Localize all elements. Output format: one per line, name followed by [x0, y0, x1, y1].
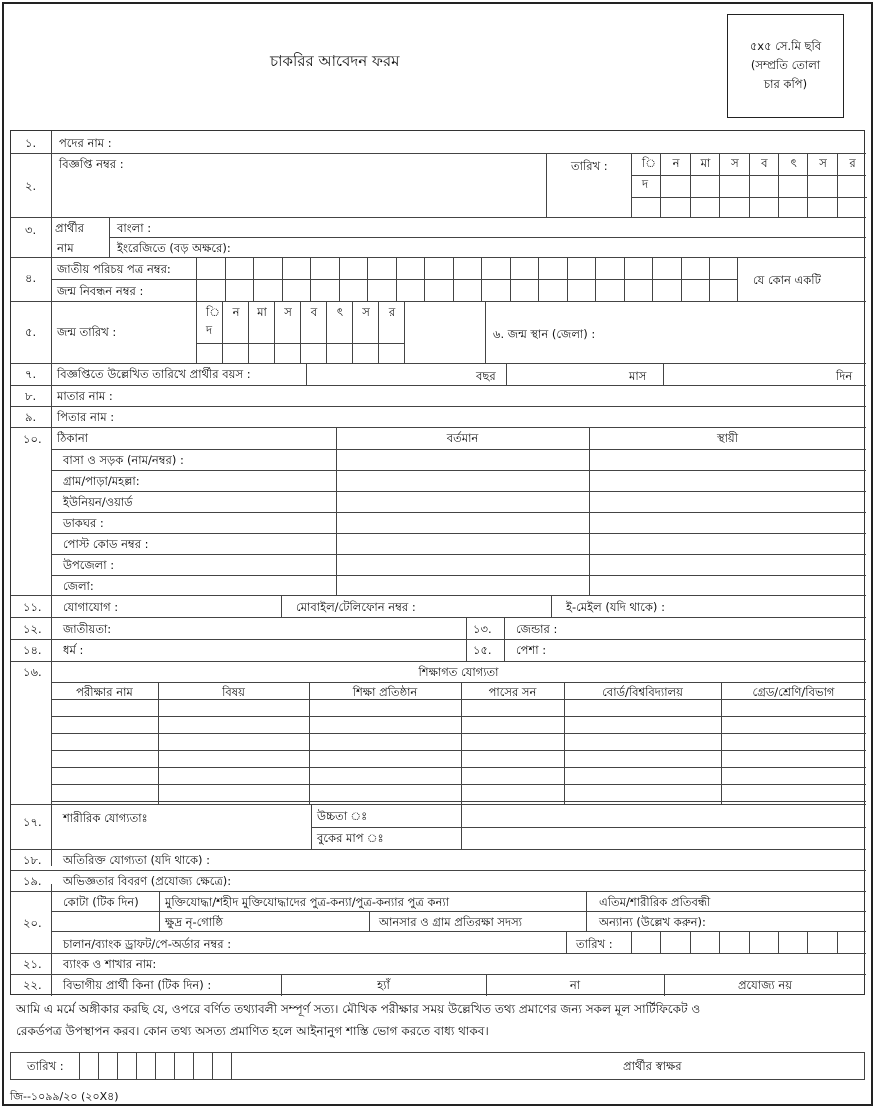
date-letter: স — [362, 305, 370, 319]
row-number: ৯. — [25, 410, 37, 424]
date-box[interactable] — [248, 301, 275, 363]
challan-date-box[interactable] — [631, 931, 632, 953]
edu-row-line — [51, 716, 866, 717]
signature-date-box[interactable] — [136, 1053, 137, 1079]
signature-label[interactable]: প্রার্থীর স্বাক্ষর — [623, 1059, 682, 1073]
date-box[interactable] — [719, 153, 749, 217]
address-row-line — [51, 512, 866, 513]
signature-date-box[interactable] — [174, 1053, 175, 1079]
chest-label[interactable]: বুকের মাপ ঃ — [317, 831, 384, 845]
row-number: ২১. — [23, 957, 42, 971]
address-row-label[interactable]: বাসা ও সড়ক (নাম/নম্বর) : — [63, 453, 184, 467]
height-label[interactable]: উচ্চতা ঃ — [317, 809, 368, 823]
quota-freedom-fighter[interactable]: মুক্তিযোদ্ধা/শহীদ মুক্তিযোদ্ধাদের পুত্র-কন্যা/পুত্র-কন্যার পুত্র কন্যা — [165, 895, 450, 909]
nid-digit-box[interactable] — [310, 257, 311, 301]
nid-digit-box[interactable] — [367, 257, 368, 301]
birth-reg-label[interactable]: জন্ম নিবন্ধন নম্বর : — [57, 284, 144, 298]
row-number: ১৬. — [23, 665, 42, 679]
date-box[interactable] — [749, 153, 779, 217]
nid-digit-box[interactable] — [196, 257, 197, 301]
edu-row-line — [51, 733, 866, 734]
applicant-label: প্রার্থীর — [55, 221, 84, 235]
address-row-line — [51, 554, 866, 555]
row-number: ২২. — [23, 978, 42, 992]
photo-box-line1: ৫x৫ সে.মি ছবি — [749, 39, 822, 53]
religion-label[interactable]: ধর্ম : — [63, 643, 84, 657]
physical-label: শারীরিক যোগ্যতাঃ — [63, 811, 148, 825]
row-number: ১৭. — [23, 815, 42, 829]
edu-row-line — [51, 801, 866, 802]
edu-col-line — [309, 682, 310, 804]
birth-date-label: জন্ম তারিখ : — [57, 325, 117, 339]
post-name-label[interactable]: পদের নাম : — [59, 136, 112, 150]
edu-row-line — [51, 767, 866, 768]
edu-col-line — [158, 682, 159, 804]
bank-branch-label[interactable]: ব্যাংক ও শাখার নাম: — [63, 957, 157, 971]
edu-col-line — [564, 682, 565, 804]
challan-date-box[interactable] — [837, 931, 838, 953]
edu-col-line — [461, 682, 462, 804]
date-letter: ি — [642, 156, 657, 170]
permanent-address-header: স্থায়ী — [716, 431, 738, 445]
circular-number-label[interactable]: বিজ্ঞপ্তি নম্বর : — [59, 157, 124, 171]
date-box[interactable] — [352, 301, 379, 363]
address-row-line — [51, 449, 866, 450]
address-row-line — [51, 533, 866, 534]
date-letter: ন — [232, 305, 240, 319]
date-letter: র — [388, 305, 396, 319]
date-box[interactable] — [326, 301, 353, 363]
nid-digit-box[interactable] — [567, 257, 568, 301]
challan-label[interactable]: চালান/ব্যাংক ড্রাফট/পে-অর্ডার নম্বর : — [63, 937, 232, 951]
date-letter: স — [819, 156, 827, 170]
row-number: ২. — [25, 179, 37, 193]
date-letter: মা — [257, 305, 267, 319]
age-month-label: মাস — [629, 369, 647, 383]
application-form-table — [10, 130, 865, 995]
address-row-line — [51, 470, 866, 471]
row-number: ৪. — [25, 271, 37, 285]
age-year-label: বছর — [476, 369, 496, 383]
address-row-label[interactable]: জেলা: — [63, 579, 94, 593]
option-not-applicable[interactable]: প্রযোজ্য নয় — [737, 978, 793, 992]
declaration-text — [16, 998, 861, 1042]
mother-name-label[interactable]: মাতার নাম : — [57, 389, 113, 403]
nid-digit-box[interactable] — [538, 257, 539, 301]
challan-date-box[interactable] — [690, 931, 691, 953]
date-box[interactable] — [690, 153, 720, 217]
address-row-line — [51, 575, 866, 576]
date-letter: স — [731, 156, 739, 170]
nid-digit-box[interactable] — [253, 257, 254, 301]
challan-date-box[interactable] — [719, 931, 720, 953]
date-box[interactable] — [660, 153, 690, 217]
signature-row — [10, 1052, 865, 1080]
row-number: ১৩. — [473, 622, 492, 636]
challan-date-label: তারিখ : — [576, 937, 613, 951]
challan-date-box[interactable] — [749, 931, 750, 953]
nid-digit-box[interactable] — [681, 257, 682, 301]
any-one-note: যে কোন একটি — [753, 273, 821, 287]
birth-place-label[interactable]: ৬. জন্ম স্থান (জেলা) : — [493, 327, 596, 341]
option-no[interactable]: না — [569, 978, 581, 992]
date-box[interactable] — [222, 301, 249, 363]
date-letter: ব — [310, 305, 318, 319]
challan-date-box[interactable] — [778, 931, 779, 953]
nid-digit-box[interactable] — [510, 257, 511, 301]
date-box[interactable] — [196, 301, 223, 363]
address-row-label[interactable]: উপজেলা : — [63, 558, 115, 572]
gender-label[interactable]: জেন্ডার : — [516, 622, 558, 636]
name-label: নাম — [57, 241, 74, 255]
signature-date-box[interactable] — [212, 1053, 213, 1079]
row-number: ১০. — [23, 432, 42, 446]
signature-date-box[interactable] — [117, 1053, 118, 1079]
date-letter: মা — [700, 156, 711, 170]
name-bangla-label[interactable]: বাংলা : — [117, 221, 152, 235]
address-row-label[interactable]: গ্রাম/পাড়া/মহল্লা: — [63, 474, 140, 488]
date-letter: দ — [642, 177, 649, 191]
signature-date-box[interactable] — [98, 1053, 99, 1079]
edu-row-line — [51, 784, 866, 785]
row-number: ১২. — [23, 622, 42, 636]
row-number: ৫. — [25, 325, 37, 339]
edu-bottom-line — [11, 804, 866, 805]
row-number: ৮. — [25, 389, 37, 403]
circular-date-label: তারিখ : — [571, 159, 608, 173]
date-letter: ন — [672, 156, 680, 170]
option-yes[interactable]: হ্যাঁ — [377, 978, 390, 992]
quota-orphan-disabled[interactable]: এতিম/শারীরিক প্রতিবন্ধী — [599, 895, 711, 909]
edu-row-line — [51, 750, 866, 751]
date-box[interactable] — [837, 153, 867, 217]
date-letter: র — [849, 156, 856, 170]
nid-digit-box[interactable] — [481, 257, 482, 301]
photo-box-line3: চার কপি) — [763, 77, 808, 91]
row-number: ১১. — [23, 600, 42, 614]
row-number: ১৫. — [473, 643, 492, 657]
nid-digit-box[interactable] — [709, 257, 710, 301]
nid-digit-box[interactable] — [453, 257, 454, 301]
nid-digit-box[interactable] — [396, 257, 397, 301]
challan-date-box[interactable] — [660, 931, 661, 953]
date-letter: ৎ — [790, 156, 797, 170]
edu-header: বিষয় — [222, 685, 245, 699]
date-box[interactable] — [300, 301, 327, 363]
date-letter: ি — [206, 305, 221, 319]
address-label: ঠিকানা — [57, 431, 89, 445]
father-name-label[interactable]: পিতার নাম : — [57, 410, 115, 424]
edu-row-line — [51, 699, 866, 700]
nid-digit-box[interactable] — [424, 257, 425, 301]
form-code: জি--১০৯৯/২০ (২০X৪) — [10, 1090, 119, 1103]
quota-ethnic-minority[interactable]: ক্ষুদ্র নৃ-গোষ্ঠি — [165, 915, 223, 929]
nid-label[interactable]: জাতীয় পরিচয় পত্র নম্বর: — [57, 262, 171, 276]
nid-digit-box[interactable] — [282, 257, 283, 301]
photo-box-line2: (সম্প্রতি তোলা — [750, 58, 821, 72]
address-row-label[interactable]: পোস্ট কোড নম্বর : — [63, 537, 149, 551]
date-box[interactable] — [631, 153, 661, 217]
date-box[interactable] — [274, 301, 301, 363]
date-box[interactable] — [378, 301, 405, 363]
row-number: ১৯. — [23, 874, 42, 888]
date-box[interactable] — [807, 153, 837, 217]
edu-header: পরীক্ষার নাম — [76, 685, 133, 699]
signature-date-box[interactable] — [155, 1053, 156, 1079]
date-letter: ৎ — [336, 305, 344, 319]
date-letter: দ — [206, 323, 213, 337]
nid-digit-box[interactable] — [652, 257, 653, 301]
row-number: ১৪. — [23, 643, 42, 657]
signature-date-box[interactable] — [79, 1053, 80, 1079]
nid-digit-box[interactable] — [339, 257, 340, 301]
occupation-label[interactable]: পেশা : — [516, 643, 547, 657]
edu-header: বোর্ড/বিশ্ববিদ্যালয় — [602, 685, 683, 699]
education-title: শিক্ষাগত যোগ্যতা — [418, 665, 499, 679]
edu-col-line — [721, 682, 722, 804]
quota-others[interactable]: অন্যান্য (উল্লেখ করুন): — [599, 915, 706, 929]
row-number: ২০. — [23, 916, 42, 930]
edu-header: পাসের সন — [488, 685, 537, 699]
challan-date-box[interactable] — [807, 931, 808, 953]
date-box[interactable] — [778, 153, 808, 217]
date-letter: স — [284, 305, 292, 319]
signature-date-box[interactable] — [193, 1053, 194, 1079]
signature-date-label: তারিখ : — [27, 1059, 64, 1073]
address-row-line — [51, 491, 866, 492]
age-day-label: দিন — [836, 369, 853, 383]
nid-digit-box[interactable] — [595, 257, 596, 301]
row-number: ১৮. — [23, 853, 42, 867]
row-number: ৩. — [25, 223, 37, 237]
name-english-label[interactable]: ইংরেজিতে (বড় অক্ষরে): — [117, 241, 231, 255]
experience-label[interactable]: অভিজ্ঞতার বিবরণ (প্রযোজ্য ক্ষেত্রে): — [63, 874, 232, 888]
address-row-label[interactable]: ডাকঘর : — [63, 516, 104, 530]
edu-header: শিক্ষা প্রতিষ্ঠান — [352, 685, 418, 699]
signature-date-box[interactable] — [231, 1053, 232, 1079]
contact-label: যোগাযোগ : — [63, 600, 119, 614]
nid-digit-box[interactable] — [225, 257, 226, 301]
form-title: চাকরির আবেদন ফরম — [270, 52, 400, 70]
quota-ansar-vdp[interactable]: আনসার ও গ্রাম প্রতিরক্ষা সদস্য — [379, 915, 523, 929]
age-label: বিজ্ঞপ্তিতে উল্লেখিত তারিখে প্রার্থীর বয়স : — [57, 367, 251, 381]
photo-box[interactable] — [727, 14, 844, 118]
row-number: ৭. — [25, 367, 37, 381]
email-label[interactable]: ই-মেইল (যদি থাকে) : — [566, 600, 665, 614]
mobile-label[interactable]: মোবাইল/টেলিফোন নম্বর : — [296, 600, 416, 614]
declaration-line1: আমি এ মর্মে অঙ্গীকার করছি যে, ওপরে বর্ণিত তথ্যাবলী সম্পূর্ণ সত্য। মৌখিক পরীক্ষার সময় উল্লেখিত তথ্য প্রমাণের জন্য সকল মূল সার্টিফিকেট ও — [16, 1002, 701, 1016]
departmental-label: বিভাগীয় প্রার্থী কিনা (টিক দিন) : — [63, 978, 212, 992]
present-address-header: বর্তমান — [446, 431, 479, 445]
row-number: ১. — [25, 136, 37, 150]
edu-header: গ্রেড/শ্রেণি/বিভাগ — [752, 685, 835, 699]
declaration-line2: রেকর্ডপত্র উপস্থাপন করব। কোন তথ্য অসত্য প্রমাণিত হলে আইনানুগ শাস্তি ভোগ করতে বাধ্য থাকব। — [16, 1024, 489, 1038]
extra-qualification-label[interactable]: অতিরিক্ত যোগ্যতা (যদি থাকে) : — [63, 853, 211, 867]
nationality-label[interactable]: জাতীয়তা: — [63, 622, 112, 636]
date-letter: ব — [761, 156, 768, 170]
address-row-label[interactable]: ইউনিয়ন/ওয়ার্ড — [63, 495, 133, 509]
nid-digit-box[interactable] — [624, 257, 625, 301]
quota-label: কোটা (টিক দিন) — [63, 895, 139, 909]
